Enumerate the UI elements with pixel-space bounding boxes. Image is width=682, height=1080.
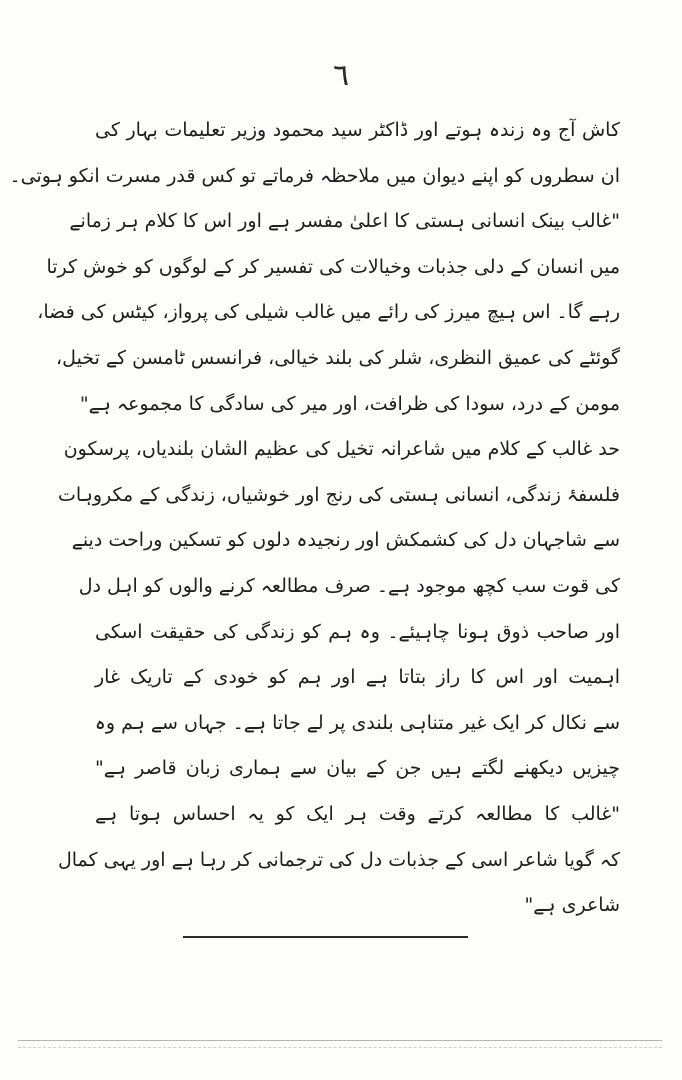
text-line: ان سطروں کو اپنے دیوان میں ملاحظہ فرماتے تو کس قدر مسرت انکو ہوتی۔ [9, 164, 620, 187]
text-line: اہمیت اور اس کا راز بتاتا ہے اور ہم کو خودی کے تاریک غار [95, 666, 620, 689]
text-line: "غالب بینک انسانی ہستی کا اعلیٰ مفسر ہے اور اس کا کلام ہر زمانے [69, 210, 620, 233]
scan-edge-line [18, 1047, 662, 1048]
text-line: کی قوت سب کچھ موجود ہے۔ صرف مطالعہ کرنے والوں کو اہل دل [78, 574, 620, 597]
text-line: شاعری ہے" [524, 894, 620, 917]
text-line: سے نکال کر ایک غیر متناہی بلندی پر لے جاتا ہے۔ جہاں سے ہم وہ [94, 711, 620, 734]
text-line: میں انسان کے دلی جذبات وخیالات کی تفسیر کر کے لوگوں کو خوش کرتا [46, 255, 620, 278]
text-line: گوئٹے کی عمیق النظری، شلر کی بلند خیالی، فرانسس ٹامسن کے تخیل، [56, 346, 620, 369]
page-number: ٦ [332, 58, 350, 93]
text-line: حد غالب کے کلام میں شاعرانہ تخیل کی عظیم الشان بلندیاں، پرسکون [63, 438, 620, 461]
text-line: اور صاحب ذوق ہونا چاہیئے۔ وہ ہم کو زندگی کی حقیقت اسکی [95, 620, 620, 643]
text-line: چیزیں دیکھنے لگتے ہیں جن کے بیان سے ہماری زبان قاصر ہے" [95, 757, 620, 780]
scan-edge-line [18, 1040, 662, 1041]
text-line: کہ گویا شاعر اسی کے جذبات دل کی ترجمانی کر رہا ہے اور یہی کمال [57, 848, 620, 871]
text-line: سے شاجہان دل کی کشمکش اور رنجیدہ دلوں کو تسکین وراحت دینے [71, 529, 620, 552]
text-line: "غالب کا مطالعہ کرتے وقت ہر ایک کو یہ احساس ہوتا ہے [95, 802, 620, 825]
urdu-body-text [9, 108, 620, 929]
text-line: رہے گا۔ اس ہیچ میرز کی رائے میں غالب شیلی کی پرواز، کیٹس کی فضا، [37, 301, 620, 324]
text-line: فلسفۂ زندگی، انسانی ہستی کی رنج اور خوشیاں، زندگی کے مکروہات [58, 483, 620, 506]
text-line: کاش آج وہ زندہ ہوتے اور ڈاکٹر سید محمود وزیر تعلیمات بہار کی [95, 119, 620, 141]
end-rule [183, 936, 468, 938]
text-line: مومن کے درد، سودا کی ظرافت، اور میر کی سادگی کا مجموعہ ہے" [79, 392, 620, 415]
